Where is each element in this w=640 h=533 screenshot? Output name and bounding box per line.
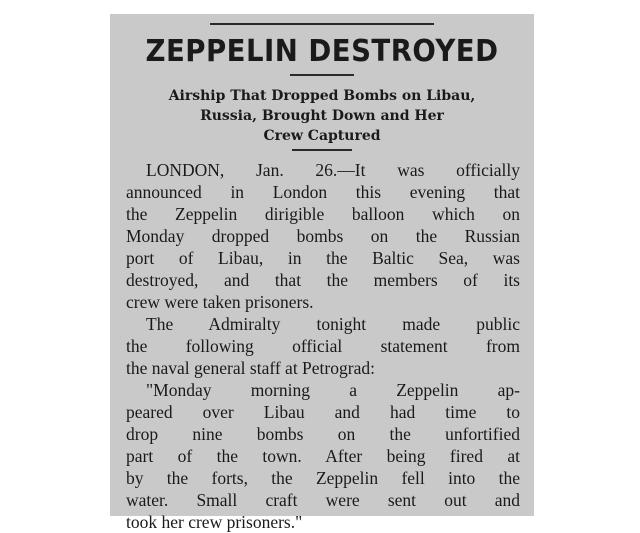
- article-line: peared over Libau and had time to: [126, 402, 520, 422]
- article-line: drop nine bombs on the unfortified: [126, 424, 520, 444]
- newspaper-clipping: [110, 14, 534, 532]
- article-line: destroyed, and that the members of its: [126, 270, 520, 290]
- article-line: by the forts, the Zeppelin fell into the: [126, 468, 520, 488]
- subhead-rule: [292, 149, 352, 151]
- article-line: the naval general staff at Petrograd:: [126, 358, 375, 378]
- article-line: water. Small craft were sent out and: [126, 490, 520, 510]
- subhead-line-1: Airship That Dropped Bombs on Libau,: [168, 88, 476, 104]
- top-rule: [210, 23, 434, 25]
- article-line: the Zeppelin dirigible balloon which on: [126, 204, 520, 224]
- subhead-line-2: Russia, Brought Down and Her: [200, 108, 444, 124]
- article-line: LONDON, Jan. 26.—It was officially: [146, 160, 520, 180]
- article-line: announced in London this evening that: [126, 182, 520, 202]
- article-line: The Admiralty tonight made public: [146, 314, 520, 334]
- article-line: port of Libau, in the Baltic Sea, was: [126, 248, 520, 268]
- article-line: crew were taken prisoners.: [126, 292, 314, 312]
- headline-rule: [290, 74, 354, 76]
- headline: ZEPPELIN DESTROYED: [145, 34, 499, 69]
- article-line: took her crew prisoners.": [126, 512, 303, 532]
- article-line: "Monday morning a Zeppelin ap-: [146, 380, 520, 400]
- article-line: part of the town. After being fired at: [126, 446, 520, 466]
- article-line: Monday dropped bombs on the Russian: [126, 226, 520, 246]
- article-line: the following official statement from: [126, 336, 520, 356]
- subhead-line-3: Crew Captured: [263, 128, 381, 144]
